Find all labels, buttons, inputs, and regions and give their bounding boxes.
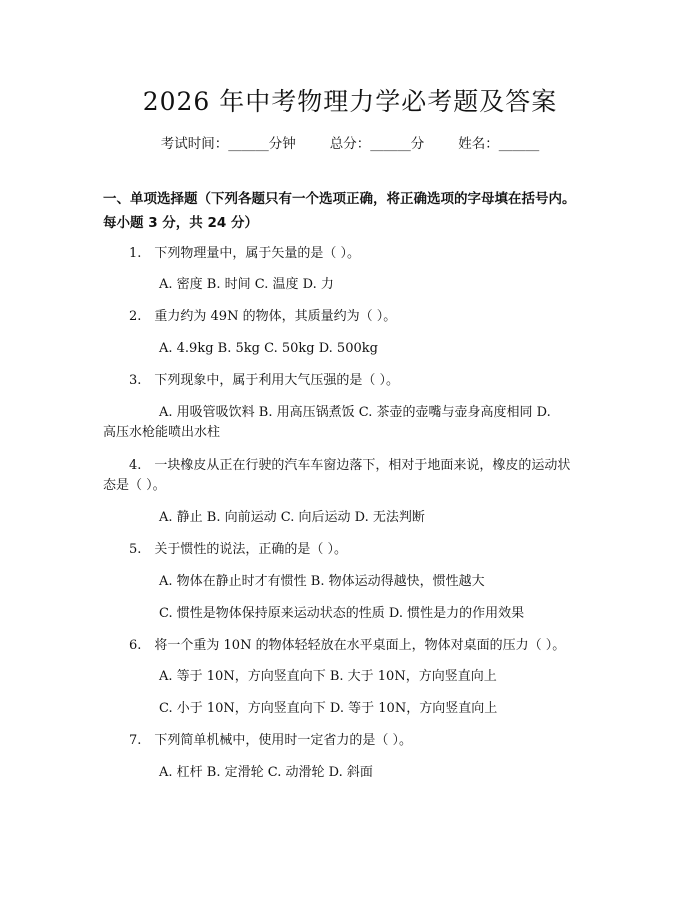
exam-meta: [0, 132, 700, 152]
question-1: 1. 下列物理量中，属于矢量的是（ ）。: [129, 246, 361, 261]
question-6-options-cd: C. 小于 10N，方向竖直向下 D. 等于 10N，方向竖直向上: [159, 701, 498, 716]
section-heading-line2: 每小题 3 分，共 24 分）: [103, 215, 258, 231]
question-4: 4. 一块橡皮从正在行驶的汽车车窗边落下，相对于地面来说，橡皮的运动状: [129, 458, 571, 473]
question-4-options: A. 静止 B. 向前运动 C. 向后运动 D. 无法判断: [159, 510, 425, 525]
question-3-options-wrap: 高压水枪能喷出水柱: [103, 425, 221, 440]
student-name: 姓名：______: [458, 136, 540, 152]
question-2-options: A. 4.9kg B. 5kg C. 50kg D. 500kg: [159, 341, 378, 356]
page-title: 2026 年中考物理力学必考题及答案: [142, 87, 558, 116]
total-score: 总分：______分: [329, 136, 425, 152]
section-heading: [103, 187, 603, 235]
question-7: 7. 下列简单机械中，使用时一定省力的是（ ）。: [129, 733, 413, 748]
section-heading-line1: 一、单项选择题（下列各题只有一个选项正确，将正确选项的字母填在括号内。: [103, 191, 576, 207]
question-3-options: A. 用吸管吸饮料 B. 用高压锅煮饭 C. 茶壶的壶嘴与壶身高度相同 D.: [159, 405, 551, 420]
question-6-options-ab: A. 等于 10N，方向竖直向下 B. 大于 10N，方向竖直向上: [159, 669, 497, 684]
question-1-options: A. 密度 B. 时间 C. 温度 D. 力: [159, 277, 334, 292]
question-5: 5. 关于惯性的说法，正确的是（ ）。: [129, 542, 348, 557]
question-3: 3. 下列现象中，属于利用大气压强的是（ ）。: [129, 373, 400, 388]
question-5-options-ab: A. 物体在静止时才有惯性 B. 物体运动得越快，惯性越大: [159, 574, 485, 589]
question-7-options: A. 杠杆 B. 定滑轮 C. 动滑轮 D. 斜面: [159, 765, 373, 780]
question-5-options-cd: C. 惯性是物体保持原来运动状态的性质 D. 惯性是力的作用效果: [159, 606, 525, 621]
question-4-stem-wrap: 态是（ ）。: [103, 478, 166, 493]
exam-time: 考试时间：______分钟: [160, 136, 296, 152]
question-6: 6. 将一个重为 10N 的物体轻轻放在水平桌面上，物体对桌面的压力（ ）。: [129, 638, 566, 653]
question-2: 2. 重力约为 49N 的物体，其质量约为（ ）。: [129, 309, 397, 324]
